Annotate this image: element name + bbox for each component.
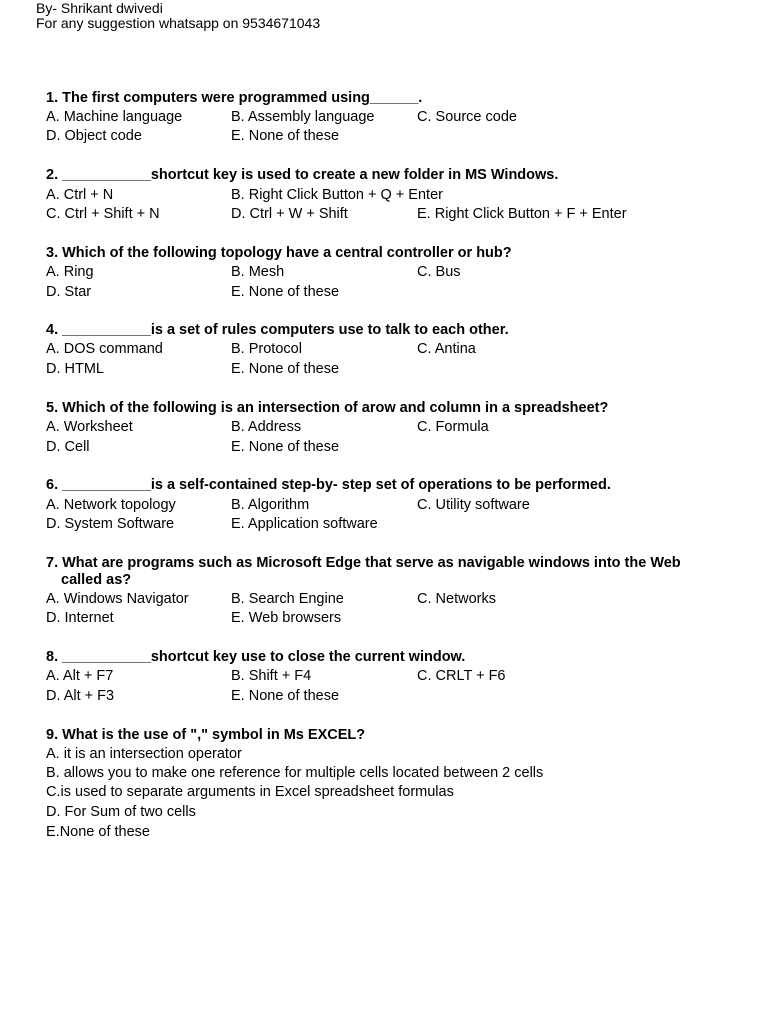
question-4-option-e: E. None of these [231, 361, 340, 377]
contact-line: For any suggestion whatsapp on 9534671043 [36, 15, 321, 31]
question-8-option-b: B. Shift + F4 [231, 668, 312, 684]
question-1-option-e: E. None of these [231, 128, 340, 144]
question-7-option-c: C. Networks [417, 591, 496, 607]
question-1-option-a: A. Machine language [46, 109, 183, 125]
question-8-option-e: E. None of these [231, 688, 340, 704]
question-4-option-a: A. DOS command [46, 341, 163, 357]
question-9-option-a: A. it is an intersection operator [46, 746, 242, 762]
question-5-title: 5. Which of the following is an intersection of arow and column in a spreadsheet? [46, 400, 609, 416]
question-3-option-e: E. None of these [231, 284, 340, 300]
question-3-option-b: B. Mesh [231, 264, 285, 280]
question-7-title: 7. What are programs such as Microsoft Edge that serve as navigable windows into the Web [46, 555, 681, 571]
question-7-option-e: E. Web browsers [231, 610, 342, 626]
question-3-title: 3. Which of the following topology have a central controller or hub? [46, 245, 512, 261]
question-2-option-b: B. Right Click Button + Q + Enter [231, 187, 443, 203]
question-2-option-c: C. Ctrl + Shift + N [46, 206, 160, 222]
question-2-option-d: D. Ctrl + W + Shift [231, 206, 348, 222]
question-9-option-d: D. For Sum of two cells [46, 804, 196, 820]
question-2-option-e: E. Right Click Button + F + Enter [417, 206, 627, 222]
question-8-option-a: A. Alt + F7 [46, 668, 114, 684]
question-7-option-a: A. Windows Navigator [46, 591, 189, 607]
question-3-option-c: C. Bus [417, 264, 461, 280]
question-6-option-b: B. Algorithm [231, 497, 310, 513]
question-4-option-b: B. Protocol [231, 341, 302, 357]
question-1-option-c: C. Source code [417, 109, 517, 125]
question-1-title: 1. The first computers were programmed using______. [46, 90, 423, 106]
question-6-option-d: D. System Software [46, 516, 175, 532]
question-6-option-e: E. Application software [231, 516, 378, 532]
question-8-option-d: D. Alt + F3 [46, 688, 115, 704]
question-2-title: 2. ___________shortcut key is used to create a new folder in MS Windows. [46, 167, 559, 183]
question-4-option-c: C. Antina [417, 341, 476, 357]
question-9-title: 9. What is the use of "," symbol in Ms EXCEL? [46, 727, 366, 743]
question-5-option-c: C. Formula [417, 419, 489, 435]
question-3-option-a: A. Ring [46, 264, 94, 280]
question-2-option-a: A. Ctrl + N [46, 187, 114, 203]
question-7-title-continued: called as? [61, 572, 132, 588]
question-6-title: 6. ___________is a self-contained step-by- step set of operations to be performed. [46, 477, 611, 493]
question-7-option-b: B. Search Engine [231, 591, 344, 607]
question-5-option-e: E. None of these [231, 439, 340, 455]
question-9-option-e: E.None of these [46, 824, 150, 840]
question-4-option-d: D. HTML [46, 361, 104, 377]
question-8-title: 8. ___________shortcut key use to close the current window. [46, 649, 466, 665]
question-4-title: 4. ___________is a set of rules computers use to talk to each other. [46, 322, 509, 338]
question-6-option-c: C. Utility software [417, 497, 530, 513]
question-3-option-d: D. Star [46, 284, 92, 300]
question-1-option-d: D. Object code [46, 128, 142, 144]
question-8-option-c: C. CRLT + F6 [417, 668, 506, 684]
question-9-option-b: B. allows you to make one reference for multiple cells located between 2 cells [46, 765, 544, 781]
question-6-option-a: A. Network topology [46, 497, 176, 513]
question-5-option-d: D. Cell [46, 439, 90, 455]
question-7-option-d: D. Internet [46, 610, 114, 626]
question-9-option-c: C.is used to separate arguments in Excel spreadsheet formulas [46, 784, 454, 800]
question-1-option-b: B. Assembly language [231, 109, 375, 125]
question-5-option-b: B. Address [231, 419, 302, 435]
author-line: By- Shrikant dwivedi [36, 0, 163, 16]
question-5-option-a: A. Worksheet [46, 419, 133, 435]
